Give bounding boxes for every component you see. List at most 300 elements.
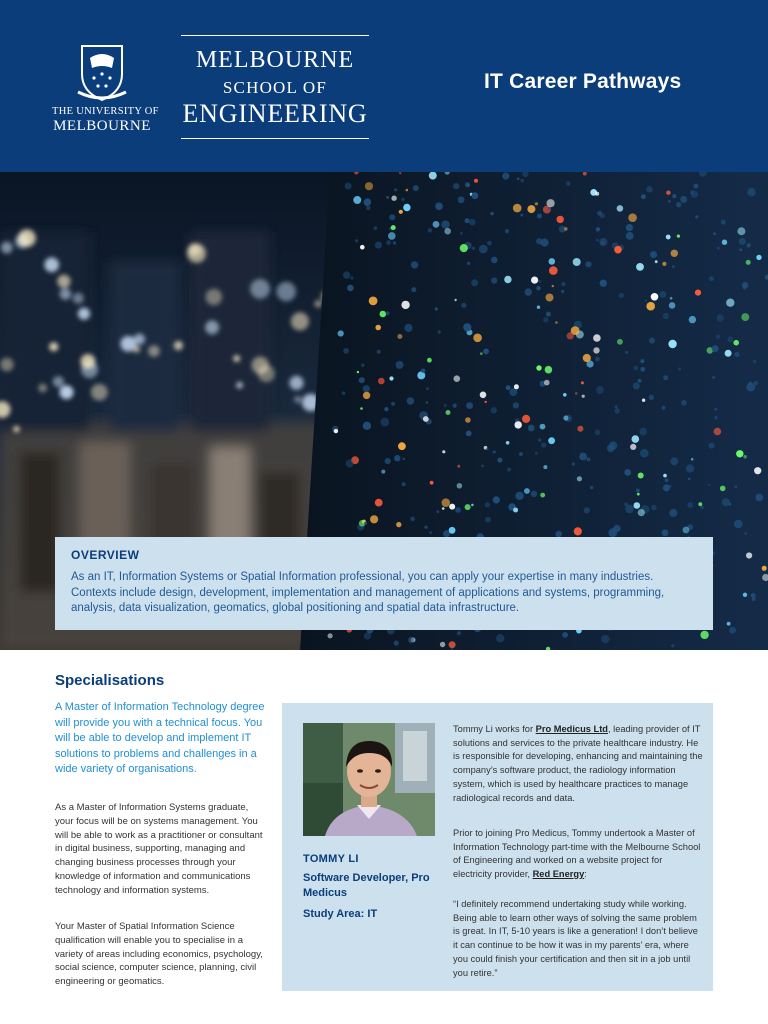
- led-dot: [449, 504, 455, 510]
- street-light: [133, 346, 140, 353]
- street-light: [60, 288, 72, 300]
- led-dot: [509, 388, 517, 396]
- led-dot: [727, 336, 733, 342]
- led-dot: [671, 250, 678, 257]
- led-dot: [577, 476, 582, 481]
- led-dot: [527, 205, 535, 213]
- led-dot: [739, 248, 742, 251]
- led-dot: [424, 526, 427, 529]
- led-dot: [756, 494, 764, 502]
- led-dot: [399, 210, 403, 214]
- led-dot: [577, 426, 583, 432]
- led-dot: [614, 246, 622, 254]
- profile-p1-text-cont: , leading provider of IT solutions and services to the private healthcare industry. He is responsible for developing, enhancing and maintaining the company’s software product, the radiology information system, which is used by healthcare practices to manage radiological records and data.: [453, 724, 703, 803]
- street-light: [0, 358, 14, 372]
- led-dot: [563, 393, 567, 397]
- led-dot: [377, 350, 381, 354]
- led-dot: [389, 376, 393, 380]
- led-dot: [393, 241, 396, 244]
- led-dot: [686, 464, 694, 472]
- led-dot: [413, 185, 419, 191]
- led-dot: [619, 293, 624, 298]
- led-dot: [672, 194, 676, 198]
- led-dot: [531, 277, 538, 284]
- led-dot: [640, 359, 644, 363]
- led-dot: [665, 478, 669, 482]
- street-light: [187, 244, 206, 263]
- led-dot: [743, 286, 747, 290]
- led-dot: [525, 288, 532, 295]
- led-dot: [607, 445, 615, 453]
- led-dot: [343, 348, 349, 354]
- led-dot: [389, 214, 395, 220]
- led-dot: [411, 261, 418, 268]
- street-light: [57, 275, 70, 288]
- led-dot: [694, 184, 699, 189]
- led-dot: [524, 488, 530, 494]
- led-dot: [600, 280, 607, 287]
- led-dot: [700, 631, 708, 639]
- led-dot: [668, 200, 671, 203]
- led-dot: [670, 457, 678, 465]
- led-dot: [751, 593, 756, 598]
- led-dot: [729, 503, 732, 506]
- street-light: [73, 293, 84, 304]
- led-dot: [713, 232, 716, 235]
- led-dot: [671, 644, 674, 647]
- led-dot: [680, 196, 687, 203]
- led-dot: [471, 279, 478, 286]
- led-dot: [504, 276, 511, 283]
- street-light: [91, 384, 108, 401]
- led-dot: [636, 489, 640, 493]
- led-dot: [399, 172, 401, 174]
- led-dot: [614, 525, 621, 532]
- profile-p2-text-cont: :: [584, 869, 587, 880]
- profile-box: [282, 703, 713, 991]
- led-dot: [642, 399, 645, 402]
- led-dot: [480, 352, 483, 355]
- led-dot: [520, 214, 523, 217]
- led-dot: [403, 204, 410, 211]
- led-dot: [753, 381, 758, 386]
- led-dot: [600, 241, 605, 246]
- person-photo-icon: [303, 723, 435, 836]
- led-dot: [386, 311, 390, 315]
- led-dot: [596, 227, 600, 231]
- led-dot: [562, 282, 566, 286]
- led-dot: [547, 199, 555, 207]
- led-dot: [636, 263, 644, 271]
- led-dot: [474, 179, 478, 183]
- led-dot: [538, 439, 541, 442]
- led-dot: [712, 376, 715, 379]
- led-dot: [584, 507, 590, 513]
- information-systems-paragraph: As a Master of Information Systems graduate, your focus will be on systems management. You will be able to work as a practitioner or consultant in digital business, supporting, managing and changing business processes through your knowledge of information and communications technology and information systems.: [55, 802, 263, 896]
- led-dot: [491, 407, 497, 413]
- led-dot: [364, 198, 372, 206]
- led-dot: [649, 338, 655, 344]
- led-dot: [493, 496, 500, 503]
- overview-heading: OVERVIEW: [71, 548, 140, 562]
- led-dot: [708, 484, 710, 486]
- led-dot: [457, 465, 460, 468]
- led-dot: [493, 450, 496, 453]
- led-dot: [727, 622, 731, 626]
- led-dot: [720, 486, 726, 492]
- led-dot: [753, 360, 757, 364]
- led-dot: [428, 228, 432, 232]
- led-dot: [378, 378, 385, 385]
- led-dot: [709, 443, 715, 449]
- led-dot: [374, 226, 378, 230]
- led-dot: [433, 221, 440, 228]
- street-light: [206, 289, 223, 306]
- led-dot: [517, 177, 520, 180]
- led-dot: [689, 316, 696, 323]
- overview-box: [55, 537, 713, 630]
- led-dot: [394, 455, 400, 461]
- led-dot: [536, 286, 540, 290]
- led-dot: [539, 280, 542, 283]
- led-dot: [442, 450, 445, 453]
- led-dot: [396, 361, 404, 369]
- led-dot: [466, 431, 472, 437]
- led-dot: [746, 260, 751, 265]
- led-dot: [546, 312, 551, 317]
- led-dot: [469, 219, 476, 226]
- led-dot: [343, 271, 350, 278]
- led-dot: [457, 631, 461, 635]
- led-dot: [328, 633, 333, 638]
- led-dot: [717, 314, 724, 321]
- led-dot: [507, 468, 511, 472]
- led-dot: [357, 371, 359, 373]
- led-dot: [513, 508, 518, 513]
- led-dot: [687, 502, 693, 508]
- street-light: [314, 300, 322, 308]
- led-dot: [563, 415, 568, 420]
- led-dot: [467, 262, 470, 265]
- led-dot: [375, 242, 382, 249]
- led-dot: [381, 418, 390, 427]
- led-dot: [717, 247, 720, 250]
- led-dot: [481, 464, 484, 467]
- led-dot: [483, 349, 489, 355]
- street-light: [250, 279, 270, 299]
- led-dot: [575, 392, 578, 395]
- page-header: [0, 0, 768, 172]
- led-dot: [561, 290, 564, 293]
- led-dot: [541, 239, 549, 247]
- led-dot: [552, 285, 554, 287]
- led-dot: [522, 415, 530, 423]
- led-dot: [615, 405, 618, 408]
- led-dot: [626, 232, 634, 240]
- led-dot: [637, 493, 640, 496]
- led-dot: [463, 323, 471, 331]
- street-light: [1, 242, 13, 254]
- led-dot: [555, 321, 558, 324]
- led-dot: [549, 258, 556, 265]
- led-dot: [411, 287, 416, 292]
- led-dot: [659, 291, 666, 298]
- profile-role: Software Developer, Pro Medicus: [303, 872, 430, 899]
- led-dot: [355, 239, 358, 242]
- led-dot: [388, 232, 396, 240]
- led-dot: [391, 402, 395, 406]
- led-dot: [453, 183, 459, 189]
- led-dot: [444, 404, 447, 407]
- led-dot: [557, 216, 564, 223]
- spatial-information-paragraph: Your Master of Spatial Information Science qualification will enable you to specialise in a variety of areas including economics, psychology, social science, computer science, planning, civil engineering or geomatics.: [55, 921, 263, 988]
- led-dot: [737, 227, 745, 235]
- led-dot: [384, 407, 388, 411]
- led-dot: [537, 306, 540, 309]
- led-dot: [714, 408, 717, 411]
- led-dot: [541, 442, 546, 447]
- profile-paragraph-1: [453, 723, 703, 805]
- street-light: [13, 426, 19, 432]
- led-dot: [734, 352, 739, 357]
- led-dot: [683, 527, 690, 534]
- led-dot: [458, 196, 465, 203]
- street-light: [294, 396, 301, 403]
- led-dot: [502, 172, 509, 179]
- led-dot: [762, 566, 767, 571]
- led-dot: [537, 214, 542, 219]
- led-dot: [394, 188, 397, 191]
- led-dot: [678, 368, 681, 371]
- led-dot: [564, 227, 568, 231]
- led-dot: [641, 194, 646, 199]
- led-dot: [739, 238, 746, 245]
- led-dot: [734, 486, 737, 489]
- profile-name: TOMMY LI: [303, 853, 359, 865]
- led-dot: [515, 421, 522, 428]
- led-dot: [601, 635, 610, 644]
- led-dot: [497, 458, 502, 463]
- led-dot: [544, 380, 550, 386]
- led-dot: [391, 225, 396, 230]
- school-logo: [181, 35, 369, 139]
- led-dot: [426, 387, 429, 390]
- led-dot: [617, 339, 623, 345]
- red-energy-link[interactable]: Red Energy: [532, 869, 585, 880]
- led-dot: [369, 297, 378, 306]
- led-dot: [361, 364, 364, 367]
- led-dot: [465, 182, 470, 187]
- led-dot: [457, 483, 463, 489]
- led-dot: [396, 522, 401, 527]
- school-name-line2: SCHOOL OF: [222, 78, 328, 97]
- led-dot: [586, 261, 592, 267]
- led-dot: [386, 240, 391, 245]
- led-dot: [567, 332, 574, 339]
- led-dot: [444, 228, 451, 235]
- led-dot: [435, 203, 443, 211]
- led-dot: [666, 235, 671, 240]
- street-light: [174, 341, 183, 350]
- specialisations-intro: A Master of Information Technology degree will provide you with a technical focus. You will be able to develop and implement IT solutions to problems and challenges in a wide variety of organisations.: [55, 701, 265, 775]
- led-dot: [363, 385, 370, 392]
- led-dot: [625, 351, 628, 354]
- led-dot: [528, 425, 535, 432]
- led-dot: [624, 469, 631, 476]
- street-light: [49, 342, 58, 351]
- led-dot: [726, 299, 734, 307]
- led-dot: [440, 642, 445, 647]
- led-dot: [375, 499, 383, 507]
- led-dot: [663, 474, 667, 478]
- led-dot: [662, 406, 666, 410]
- overview-text: As an IT, Information Systems or Spatial Information professional, you can apply your expertise in many industries. Contexts include design, development, implementation and management of applications and systems, programming, analysis, data visualization, geomatics, global positioning and spatial data infrastructure.: [71, 571, 665, 614]
- led-dot: [385, 458, 391, 464]
- led-dot: [562, 632, 568, 638]
- led-dot: [639, 428, 647, 436]
- led-dot: [423, 416, 429, 422]
- led-dot: [491, 257, 498, 264]
- led-dot: [398, 442, 406, 450]
- led-dot: [725, 350, 732, 357]
- led-dot: [543, 465, 547, 469]
- led-dot: [370, 515, 378, 523]
- led-dot: [479, 245, 488, 254]
- street-light: [258, 365, 275, 382]
- led-dot: [442, 498, 451, 507]
- led-dot: [513, 402, 519, 408]
- led-dot: [646, 186, 652, 192]
- led-dot: [747, 188, 755, 196]
- led-dot: [663, 313, 669, 319]
- led-dot: [722, 498, 730, 506]
- led-dot: [490, 212, 493, 215]
- led-dot: [513, 204, 522, 213]
- street-light: [233, 355, 240, 362]
- led-dot: [487, 241, 492, 246]
- led-dot: [624, 503, 628, 507]
- led-dot: [485, 401, 487, 403]
- pro-medicus-link[interactable]: Pro Medicus Ltd: [535, 724, 608, 734]
- led-dot: [743, 593, 747, 597]
- led-dot: [435, 307, 438, 310]
- led-dot: [617, 205, 624, 212]
- led-dot: [363, 422, 371, 430]
- led-dot: [709, 276, 714, 281]
- led-dot: [449, 527, 456, 534]
- street-light: [38, 384, 47, 393]
- led-dot: [505, 229, 509, 233]
- led-dot: [549, 266, 558, 275]
- led-dot: [540, 493, 545, 498]
- led-dot: [638, 379, 642, 383]
- led-dot: [649, 395, 654, 400]
- led-dot: [626, 224, 633, 231]
- led-dot: [743, 455, 746, 458]
- street-light: [18, 229, 36, 247]
- led-dot: [595, 357, 600, 362]
- led-dot: [663, 375, 668, 380]
- led-dot: [471, 504, 474, 507]
- led-dot: [634, 502, 641, 509]
- street-light: [60, 385, 74, 399]
- led-dot: [466, 402, 473, 409]
- led-dot: [365, 182, 373, 190]
- university-logo: [52, 38, 159, 138]
- led-dot: [366, 206, 371, 211]
- led-dot: [514, 384, 519, 389]
- led-dot: [381, 470, 385, 474]
- led-dot: [460, 232, 463, 235]
- led-dot: [746, 552, 752, 558]
- led-dot: [633, 366, 638, 371]
- school-name-line3: ENGINEERING: [182, 99, 368, 128]
- led-dot: [426, 401, 428, 403]
- led-dot: [633, 383, 640, 390]
- led-dot: [646, 302, 655, 311]
- led-dot: [596, 386, 604, 394]
- street-light: [78, 308, 90, 320]
- led-dot: [640, 367, 645, 372]
- led-dot: [714, 428, 722, 436]
- led-dot: [360, 245, 365, 250]
- school-name-line1: MELBOURNE: [195, 47, 355, 73]
- document-title: IT Career Pathways: [484, 70, 682, 93]
- led-dot: [546, 294, 554, 302]
- led-dot: [640, 449, 649, 458]
- led-dot: [595, 192, 599, 196]
- led-dot: [754, 467, 761, 474]
- led-dot: [403, 458, 405, 460]
- street-light: [291, 312, 309, 330]
- led-dot: [722, 240, 727, 245]
- led-dot: [721, 220, 726, 225]
- led-dot: [573, 258, 581, 266]
- profile-study-area: Study Area: IT: [303, 908, 378, 920]
- led-dot: [491, 277, 497, 283]
- led-dot: [360, 407, 363, 410]
- led-dot: [582, 395, 585, 398]
- led-dot: [628, 213, 637, 222]
- led-dot: [364, 522, 367, 525]
- led-dot: [430, 481, 434, 485]
- led-dot: [744, 532, 747, 535]
- led-dot: [338, 330, 344, 336]
- led-dot: [465, 504, 471, 510]
- led-dot: [651, 293, 659, 301]
- led-dot: [593, 334, 601, 342]
- led-dot: [407, 397, 414, 404]
- led-dot: [714, 416, 718, 420]
- led-dot: [666, 191, 670, 195]
- led-dot: [736, 450, 743, 457]
- led-dot: [421, 369, 425, 373]
- led-dot: [668, 340, 676, 348]
- profile-quote: “I definitely recommend undertaking study while working. Being able to learn other ways of solving the same problem is great. In IT, 5-10 years is like a generation! I don’t believe it can continue to be how it was in my parents’ era, where you could finish your certification and then sit in a job until you retire.”: [453, 899, 698, 978]
- led-dot: [535, 452, 538, 455]
- street-light: [276, 282, 296, 302]
- led-dot: [729, 627, 736, 634]
- led-dot: [595, 430, 601, 436]
- led-dot: [441, 220, 449, 228]
- led-dot: [436, 510, 439, 513]
- led-dot: [408, 637, 415, 644]
- university-name-line2: MELBOURNE: [53, 118, 151, 134]
- led-dot: [741, 313, 749, 321]
- led-dot: [446, 410, 451, 415]
- led-dot: [472, 192, 479, 199]
- led-dot: [695, 215, 698, 218]
